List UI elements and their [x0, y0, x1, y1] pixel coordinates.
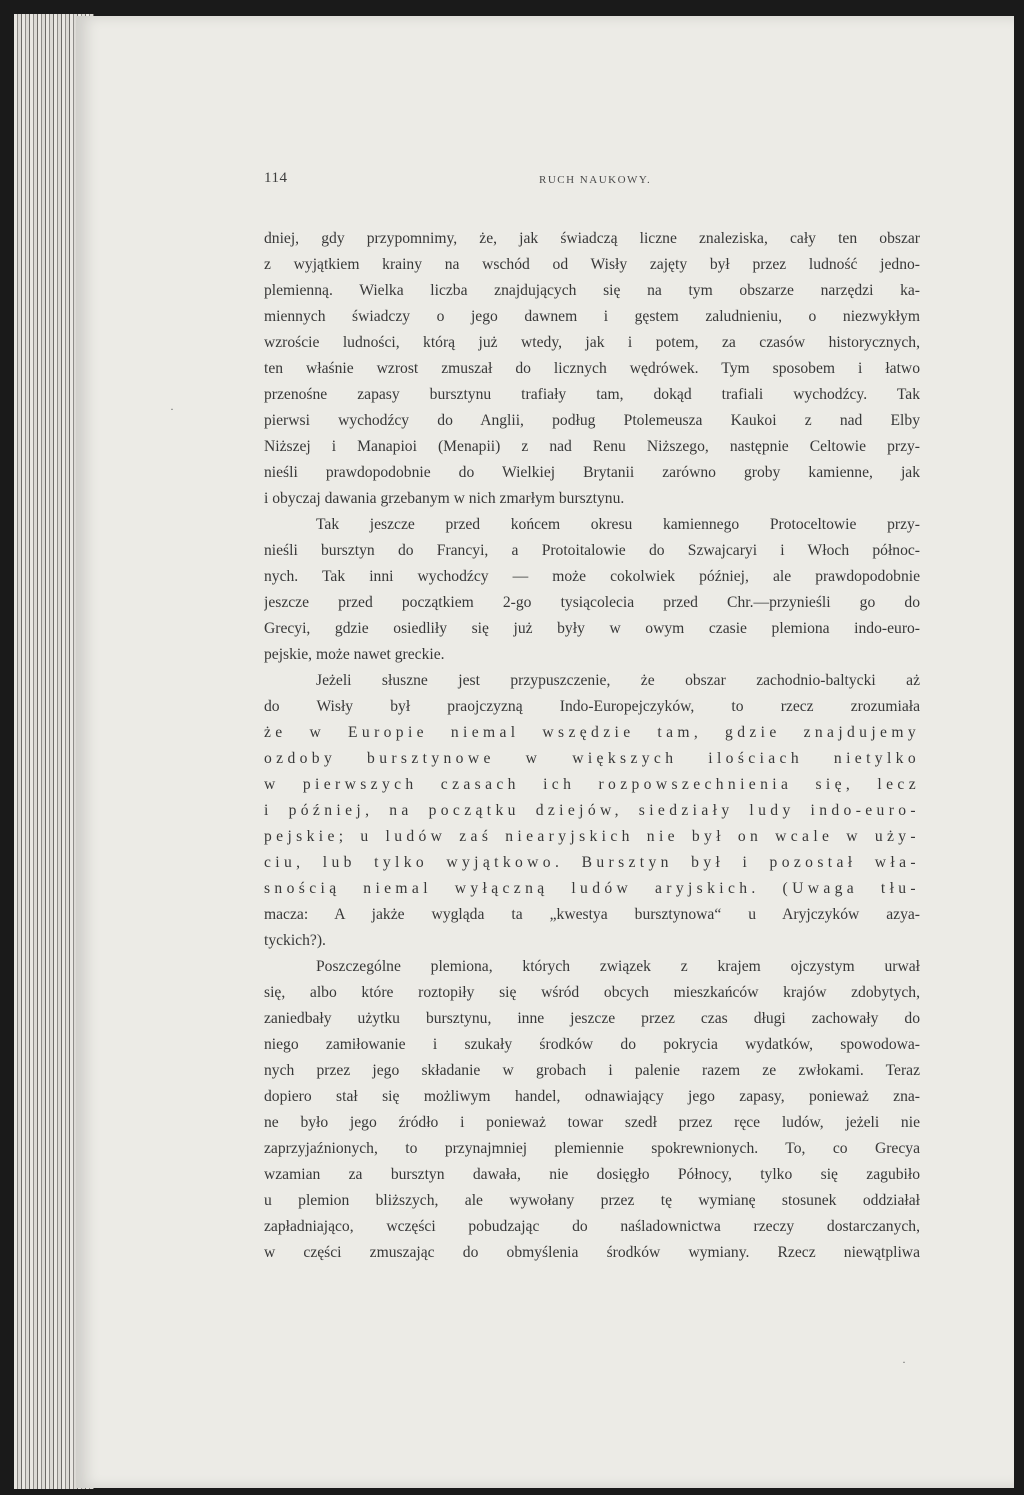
text-line-spaced: ozdoby bursztynowe w większych ilościach nietylko: [264, 750, 920, 767]
text-line: dniej, gdy przypomnimy, że, jak świadczą liczne znaleziska, cały ten obszar: [264, 230, 920, 247]
text-line-spaced: ciu, lub tylko wyjątkowo. Bursztyn był i pozostał wła-: [264, 854, 920, 871]
text-line: Poszczególne plemiona, których związek z krajem ojczystym urwał: [316, 958, 920, 975]
text-line-spaced: i później, na początku dziejów, siedziały ludy indo-euro-: [264, 802, 920, 819]
text-line: nieśli bursztyn do Francyi, a Protoitalowie do Szwajcaryi i Włoch północ-: [264, 542, 920, 559]
text-line: dopiero stał się możliwym handel, odnawiający jego zapasy, ponieważ zna-: [264, 1088, 920, 1105]
text-line: ne było jego źródło i ponieważ towar szedł przez ręce ludów, jeżeli nie: [264, 1114, 920, 1131]
text-line: zaniedbały użytku bursztynu, inne jeszcze przez czas długi zachowały do: [264, 1010, 920, 1027]
text-line: niego zamiłowanie i szukały środków do pokrycia wydatków, spowodowa-: [264, 1036, 920, 1053]
text-line: miennych świadczy o jego dawnem i gęstem zaludnieniu, o niezwykłym: [264, 308, 920, 325]
text-line-spaced: w pierwszych czasach ich rozpowszechnienia się, lecz: [264, 776, 920, 793]
text-line: jeszcze przed początkiem 2-go tysiącolecia przed Chr.—przynieśli go do: [264, 594, 920, 611]
text-line: z wyjątkiem krainy na wschód od Wisły zajęty był przez ludność jedno-: [264, 256, 920, 273]
text-line: macza: A jakże wygląda ta „kwestya bursztynowa“ u Aryjczyków azya-: [264, 906, 920, 923]
text-line: wzroście ludności, którą już wtedy, jak i potem, za czasów historycznych,: [264, 334, 920, 351]
text-line: nieśli prawdopodobnie do Wielkiej Brytanii zarówno groby kamienne, jak: [264, 464, 920, 481]
text-line: zaprzyjaźnionych, to przynajmniej plemiennie spokrewnionych. To, co Grecya: [264, 1140, 920, 1157]
text-line: ten właśnie wzrost zmuszał do licznych wędrówek. Tym sposobem i łatwo: [264, 360, 920, 377]
body-text: [264, 226, 920, 1266]
text-line: tyckich?).: [264, 932, 326, 949]
text-line: przenośne zapasy bursztynu trafiały tam, dokąd trafiali wychodźcy. Tak: [264, 386, 920, 403]
text-line: Tak jeszcze przed końcem okresu kamiennego Protoceltowie przy-: [316, 516, 920, 533]
scan-dust-speck: ·: [902, 1355, 906, 1369]
text-line: do Wisły był praojczyzną Indo-Europejczyków, to rzecz zrozumiała: [264, 698, 920, 715]
text-line: pejskie, może nawet greckie.: [264, 646, 445, 663]
text-line: i obyczaj dawania grzebanym w nich zmarłym bursztynu.: [264, 490, 625, 507]
text-line: wzamian za bursztyn dawała, nie dosięgło Północy, tylko się zagubiło: [264, 1166, 920, 1183]
text-line: pierwsi wychodźcy do Anglii, podług Ptolemeusza Kaukoi z nad Elby: [264, 412, 920, 429]
text-line: się, albo które roztopiły się wśród obcych mieszkańców krajów zdobytych,: [264, 984, 920, 1001]
running-head: RUCH NAUKOWY.: [539, 174, 652, 186]
text-line-spaced: że w Europie niemal wszędzie tam, gdzie znajdujemy: [264, 724, 920, 741]
text-line: u plemion bliższych, ale wywołany przez tę wymianę stosunek oddziałał: [264, 1192, 920, 1209]
text-line: nych. Tak inni wychodźcy — może cokolwiek później, ale prawdopodobnie: [264, 568, 920, 585]
text-line: nych przez jego składanie w grobach i palenie razem ze zwłokami. Teraz: [264, 1062, 920, 1079]
text-line: Niższej i Manapioi (Menapii) z nad Renu Niższego, następnie Celtowie przy-: [264, 438, 920, 455]
text-line: Grecyi, gdzie osiedliły się już były w owym czasie plemiona indo-euro-: [264, 620, 920, 637]
page-number: 114: [264, 170, 288, 186]
text-line: zapładniająco, wczęści pobudzając do naśladownictwa rzeczy dostarczanych,: [264, 1218, 920, 1235]
text-line: plemienną. Wielka liczba znajdujących się na tym obszarze narzędzi ka-: [264, 282, 920, 299]
text-line: Jeżeli słuszne jest przypuszczenie, że obszar zachodnio-baltycki aż: [316, 672, 920, 689]
text-line-spaced: pejskie; u ludów zaś niearyjskich nie był on wcale w uży-: [264, 828, 920, 845]
text-line-spaced: snością niemal wyłączną ludów aryjskich. (Uwaga tłu-: [264, 880, 920, 897]
scan-dust-speck: ·: [170, 402, 174, 416]
text-line: w części zmuszając do obmyślenia środków wymiany. Rzecz niewątpliwa: [264, 1244, 920, 1261]
